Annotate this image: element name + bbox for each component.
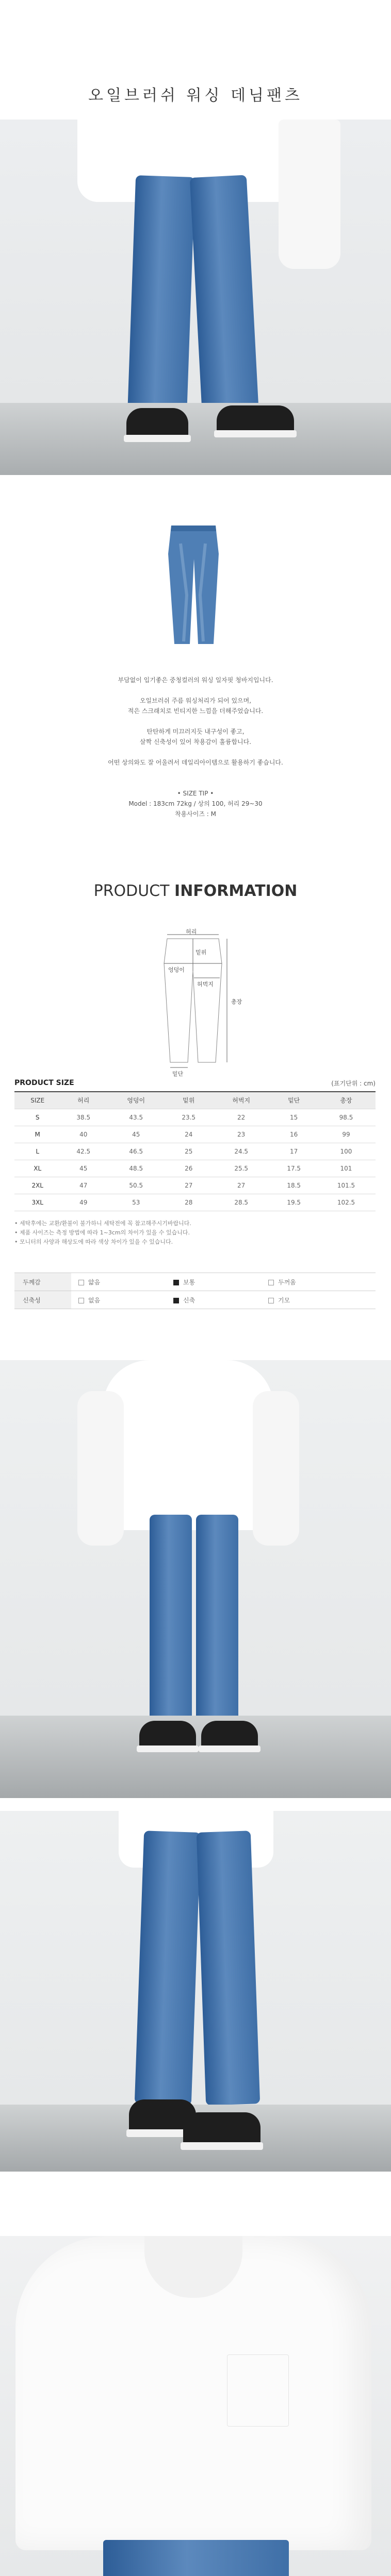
attribute-option <box>71 1291 166 1309</box>
jeans-left-leg <box>127 175 195 419</box>
attribute-table <box>14 1273 376 1309</box>
value-cell: 101.5 <box>317 1177 376 1194</box>
product-title: 오일브러쉬 워싱 데님팬츠 <box>88 87 303 105</box>
size-tip-heading: • SIZE TIP • <box>177 790 214 797</box>
size-table-header-row <box>14 1092 376 1109</box>
attribute-option <box>261 1273 376 1291</box>
model-photo-full <box>0 1360 391 1798</box>
note-line: • 제품 사이즈는 측정 방법에 따라 1~3cm의 차이가 있을 수 있습니다. <box>14 1229 190 1236</box>
value-cell: 45 <box>106 1126 166 1143</box>
desc-line: 적은 스크래치로 빈티지한 느낌을 더해주었습니다. <box>127 707 264 715</box>
value-cell: 45 <box>60 1160 106 1177</box>
right-sneaker <box>201 1721 258 1749</box>
table-row <box>14 1126 376 1143</box>
attribute-name: 신축성 <box>14 1291 71 1309</box>
value-cell: 27 <box>211 1177 271 1194</box>
attribute-name: 두께감 <box>14 1273 71 1291</box>
value-cell: 25 <box>166 1143 211 1160</box>
shirt-sleeve <box>253 1391 299 1546</box>
size-cell: S <box>14 1109 60 1126</box>
option-label: 두꺼움 <box>278 1278 296 1286</box>
attribute-option-selected <box>166 1291 261 1309</box>
product-description <box>0 675 391 819</box>
value-cell: 26 <box>166 1160 211 1177</box>
value-cell: 24 <box>166 1126 211 1143</box>
col-header: 엉덩이 <box>106 1092 166 1109</box>
size-cell: 2XL <box>14 1177 60 1194</box>
shirt-pocket <box>227 2354 289 2427</box>
right-sneaker <box>217 405 294 434</box>
table-row <box>14 1160 376 1177</box>
attribute-option <box>261 1291 376 1309</box>
hem-label: 밑단 <box>172 1071 184 1077</box>
value-cell: 99 <box>317 1126 376 1143</box>
table-row <box>14 1143 376 1160</box>
jeans-right-leg <box>197 1831 260 2105</box>
value-cell: 49 <box>60 1194 106 1211</box>
col-header: SIZE <box>14 1092 60 1109</box>
value-cell: 23 <box>211 1126 271 1143</box>
value-cell: 38.5 <box>60 1109 106 1126</box>
size-cell: XL <box>14 1160 60 1177</box>
desc-line: 살짝 신축성이 있어 착용감이 훌륭합니다. <box>139 738 252 745</box>
jeans-thumbnail <box>160 523 227 647</box>
col-header: 밑단 <box>271 1092 317 1109</box>
floor <box>0 1716 391 1798</box>
model-photo-closeup <box>0 2236 391 2576</box>
option-label: 얇음 <box>88 1278 101 1286</box>
fit-size: 착용사이즈 : M <box>175 810 216 818</box>
table-row <box>14 1109 376 1126</box>
value-cell: 101 <box>317 1160 376 1177</box>
heading-bold: INFORMATION <box>174 882 298 900</box>
product-information-heading <box>0 882 391 900</box>
length-label: 총장 <box>231 998 242 1005</box>
attribute-option <box>71 1273 166 1291</box>
hip-label: 엉덩이 <box>168 967 185 973</box>
attribute-option-selected <box>166 1273 261 1291</box>
value-cell: 17 <box>271 1143 317 1160</box>
value-cell: 19.5 <box>271 1194 317 1211</box>
checkbox-icon <box>268 1298 274 1303</box>
checked-checkbox-icon <box>173 1298 179 1303</box>
col-header: 총장 <box>317 1092 376 1109</box>
note-line: • 세탁후에는 교환/환불이 불가하니 세탁전에 꼭 참고해주시기바랍니다. <box>14 1220 191 1227</box>
value-cell: 48.5 <box>106 1160 166 1177</box>
checkbox-icon <box>268 1280 274 1285</box>
white-shirt <box>103 1360 273 1530</box>
value-cell: 22 <box>211 1109 271 1126</box>
table-row <box>14 1177 376 1194</box>
table-row <box>14 1194 376 1211</box>
size-table-header <box>14 1079 376 1089</box>
desc-line: 어떤 상의와도 잘 어울려서 데일리아이템으로 활용하기 좋습니다. <box>108 759 283 766</box>
measurement-diagram <box>131 927 260 1077</box>
desc-line: 부담없이 입기좋은 중청컬러의 워싱 일자핏 청바지입니다. <box>118 676 273 684</box>
col-header: 허리 <box>60 1092 106 1109</box>
left-sneaker <box>139 1721 196 1749</box>
size-cell: M <box>14 1126 60 1143</box>
floor <box>0 403 391 475</box>
checkbox-icon <box>78 1298 84 1303</box>
attribute-row-thickness <box>14 1273 376 1291</box>
value-cell: 15 <box>271 1109 317 1126</box>
desc-line: 오일브러쉬 주름 워싱처리가 되어 있으며, <box>139 697 252 704</box>
jeans-right-leg <box>190 175 259 419</box>
product-size-label: PRODUCT SIZE <box>14 1079 74 1087</box>
value-cell: 47 <box>60 1177 106 1194</box>
shirt-sleeve <box>279 120 340 269</box>
jeans-left-leg <box>150 1515 192 1731</box>
col-header: 밑위 <box>166 1092 211 1109</box>
col-header: 허벅지 <box>211 1092 271 1109</box>
value-cell: 102.5 <box>317 1194 376 1211</box>
option-label: 기모 <box>278 1296 290 1304</box>
checked-checkbox-icon <box>173 1280 179 1285</box>
desc-line: 탄탄하게 미끄러지듯 내구성이 좋고, <box>146 728 245 735</box>
value-cell: 50.5 <box>106 1177 166 1194</box>
left-sneaker <box>126 408 188 439</box>
right-sneaker-sole <box>214 430 297 437</box>
value-cell: 27 <box>166 1177 211 1194</box>
value-cell: 98.5 <box>317 1109 376 1126</box>
size-table <box>14 1091 376 1211</box>
size-notes <box>14 1219 376 1247</box>
value-cell: 46.5 <box>106 1143 166 1160</box>
size-cell: L <box>14 1143 60 1160</box>
model-photo-lower <box>0 1811 391 2172</box>
unit-label: (표기단위 : cm) <box>331 1080 376 1087</box>
value-cell: 53 <box>106 1194 166 1211</box>
shirt-sleeve <box>77 1391 124 1546</box>
note-line: • 모니터의 사양과 해상도에 따라 색상 차이가 있을 수 있습니다. <box>14 1239 173 1245</box>
value-cell: 18.5 <box>271 1177 317 1194</box>
jeans-right-leg <box>196 1515 238 1731</box>
option-label: 신축 <box>183 1296 196 1304</box>
value-cell: 28.5 <box>211 1194 271 1211</box>
right-sneaker-sole <box>181 2142 263 2150</box>
value-cell: 28 <box>166 1194 211 1211</box>
right-sneaker <box>183 2112 260 2146</box>
left-sneaker-sole <box>124 435 191 442</box>
right-sneaker-sole <box>199 1745 260 1752</box>
thigh-label: 허벅지 <box>197 981 214 988</box>
value-cell: 43.5 <box>106 1109 166 1126</box>
value-cell: 17.5 <box>271 1160 317 1177</box>
jeans-waistband <box>103 2540 289 2576</box>
attribute-row-stretch <box>14 1291 376 1309</box>
value-cell: 25.5 <box>211 1160 271 1177</box>
jeans-left-leg <box>135 1831 201 2106</box>
hero-photo <box>0 120 391 475</box>
left-sneaker-sole <box>137 1745 199 1752</box>
waist-label: 허리 <box>186 928 197 935</box>
heading-light: PRODUCT <box>93 882 175 900</box>
value-cell: 24.5 <box>211 1143 271 1160</box>
model-info: Model : 183cm 72kg / 상의 100, 허리 29~30 <box>128 800 263 807</box>
value-cell: 40 <box>60 1126 106 1143</box>
size-cell: 3XL <box>14 1194 60 1211</box>
option-label: 보통 <box>183 1278 196 1286</box>
checkbox-icon <box>78 1280 84 1285</box>
value-cell: 42.5 <box>60 1143 106 1160</box>
value-cell: 23.5 <box>166 1109 211 1126</box>
value-cell: 100 <box>317 1143 376 1160</box>
option-label: 없음 <box>88 1296 101 1304</box>
rise-label: 밑위 <box>196 949 207 956</box>
value-cell: 16 <box>271 1126 317 1143</box>
